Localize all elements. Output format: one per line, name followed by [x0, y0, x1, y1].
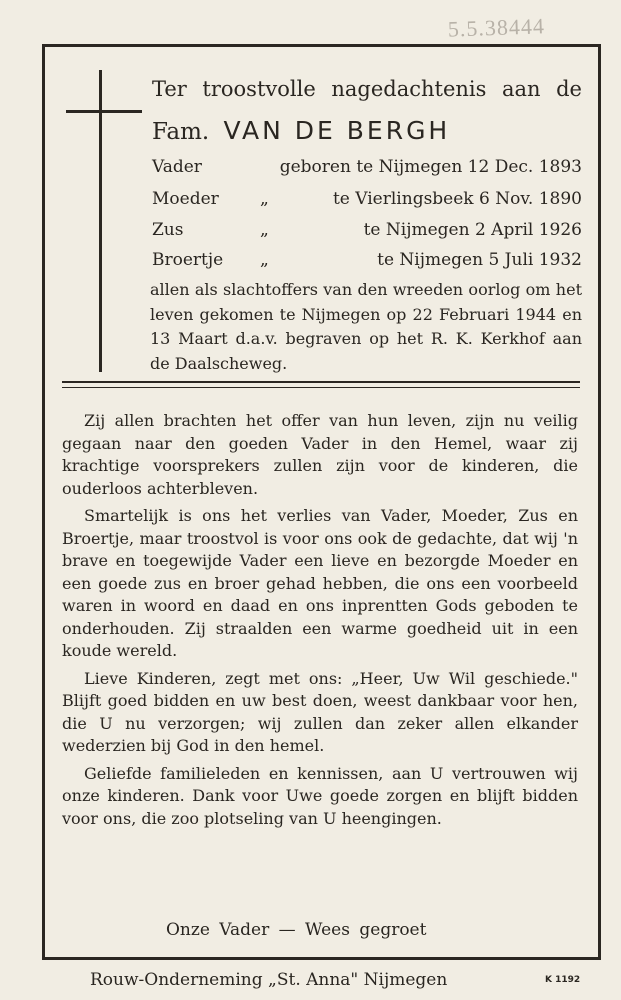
cross-icon-bar	[66, 110, 142, 113]
memorial-text	[62, 410, 578, 835]
family-name-line	[152, 114, 582, 149]
member-name: Broertje	[152, 250, 224, 270]
memorial-paragraph: Geliefde familieleden en kennissen, aan U vertrouwen wij onze kinderen. Dank voor Uwe goede zorgen en blijft bidden voor ons, die zoo plotseling van U heengingen.	[62, 763, 578, 828]
member-row	[152, 186, 582, 212]
family-name: VAN DE BERGH	[223, 116, 451, 145]
divider-rule-thin	[62, 387, 580, 388]
member-ditto: „	[260, 189, 269, 209]
memorial-paragraph: Lieve Kinderen, zegt met ons: „Heer, Uw Wil geschiede." Blijft goed bidden en uw best doen, weest dankbaar voor hen, die U nu verzorgen; wij zullen dan zeker allen elkander wederzien bij God in den hemel.	[62, 668, 578, 755]
member-ditto: „	[260, 220, 269, 240]
prayer-line: Onze Vader — Wees gegroet	[166, 920, 427, 940]
cross-icon	[99, 70, 102, 372]
memorial-paragraph: Smartelijk is ons het verlies van Vader, Moeder, Zus en Broertje, maar troostvol is voor ons ook de gedachte, dat wij 'n brave en toegewijde Vader een lieve en bezorgde Moeder en een goede zus en broer gehad hebben, die ons een voorbeeld waren in woord en daad en ons inprentten Gods geboden te onderhouden. Zij straalden een warme goedheid uit in een koude wereld.	[62, 506, 578, 660]
victims-statement: allen als slachtoffers van den wreeden oorlog om het leven gekomen te Nijmegen op 22 Februari 1944 en 13 Maart d.a.v. begraven op het R. K. Kerkhof aan de Daalscheweg.	[150, 280, 582, 373]
member-detail: te Nijmegen 5 Juli 1932	[377, 250, 582, 270]
family-prefix: Fam.	[152, 119, 210, 145]
handwritten-archive-number: 5.5.38444	[447, 13, 546, 42]
memorial-paragraph: Zij allen brachten het offer van hun leven, zijn nu veilig gegaan naar den goeden Vader in den Hemel, waar zij krachtige voorsprekers zullen zijn voor de kinderen, die ouderloos achterbleven.	[62, 411, 578, 498]
member-detail: te Vierlingsbeek 6 Nov. 1890	[332, 189, 582, 209]
member-row	[152, 154, 582, 180]
member-detail: te Nijmegen 2 April 1926	[363, 220, 582, 240]
member-row	[152, 247, 582, 273]
memorial-heading: Ter troostvolle nagedachtenis aan de	[152, 77, 582, 101]
undertaker-credit: Rouw-Onderneming „St. Anna" Nijmegen	[90, 970, 448, 990]
member-ditto: „	[260, 250, 269, 270]
member-name: Zus	[152, 220, 184, 240]
print-code: K 1192	[545, 975, 581, 985]
divider-rule	[62, 381, 580, 383]
member-name: Vader	[152, 157, 202, 177]
member-name: Moeder	[152, 189, 219, 209]
member-detail: geboren te Nijmegen 12 Dec. 1893	[279, 157, 582, 177]
member-row	[152, 217, 582, 243]
